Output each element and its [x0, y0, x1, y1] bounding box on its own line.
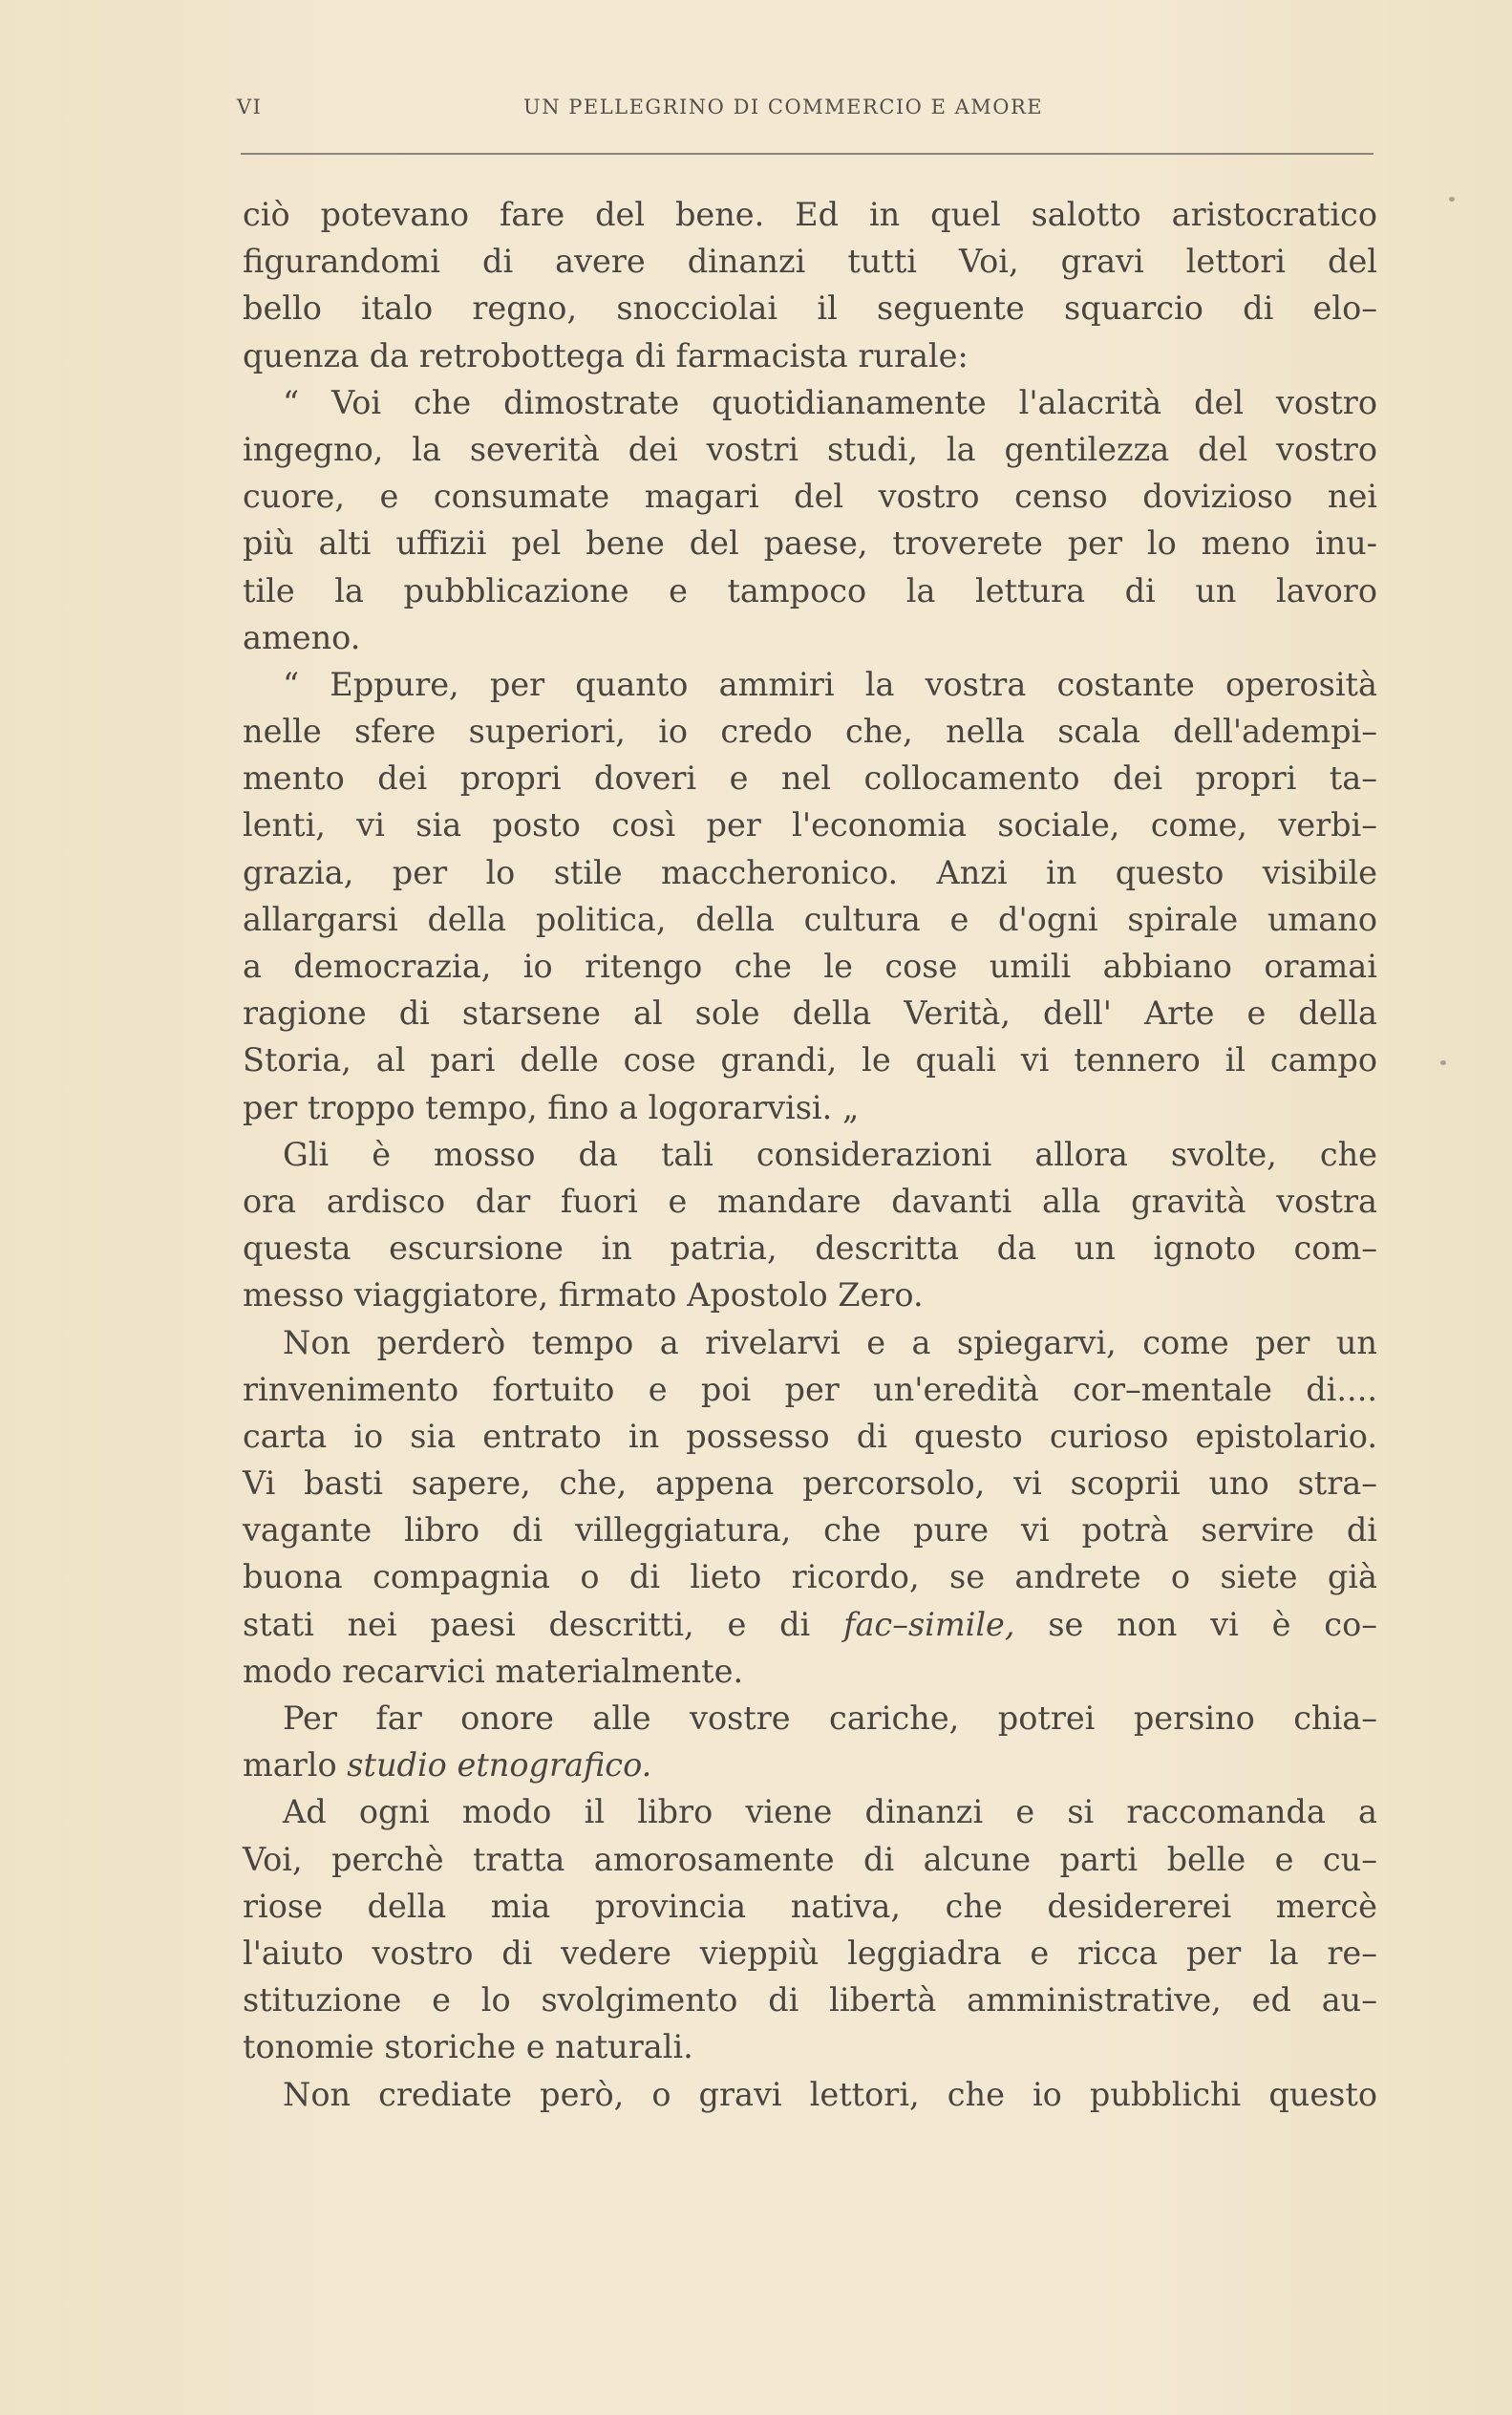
text-line: figurandomi di avere dinanzi tutti Voi, gravi lettori del	[243, 243, 1377, 281]
text-line: Voi, perchè tratta amorosamente di alcune parti belle e cu–	[243, 1840, 1377, 1878]
running-title: UN PELLEGRINO DI COMMERCIO E AMORE	[523, 96, 1044, 118]
text-line: ora ardisco dar fuori e mandare davanti alla gravità vostra	[243, 1182, 1377, 1220]
text-line: quenza da retrobottega di farmacista rurale:	[243, 336, 969, 374]
body-text	[243, 191, 1377, 2118]
text-line: Gli è mosso da tali considerazioni allora svolte, che	[283, 1135, 1377, 1173]
text-line: carta io sia entrato in possesso di questo curioso epistolario.	[243, 1417, 1377, 1455]
text-line: ameno.	[243, 618, 361, 656]
text-line: cuore, e consumate magari del vostro censo dovizioso nei	[243, 478, 1377, 516]
text-line: riose della mia provincia nativa, che desidererei mercè	[243, 1887, 1377, 1925]
text-line: Non perderò tempo a rivelarvi e a spiegarvi, come per un	[283, 1323, 1377, 1361]
text-line: marlo studio etnografico.	[243, 1746, 652, 1785]
text-line: grazia, per lo stile maccheronico. Anzi in questo visibile	[243, 853, 1377, 891]
text-line: ragione di starsene al sole della Verità, dell' Arte e della	[243, 994, 1377, 1033]
italic-term: studio etnografico.	[347, 1746, 652, 1785]
text-line: nelle sfere superiori, io credo che, nella scala dell'adempi–	[243, 713, 1377, 751]
text-line: stati nei paesi descritti, e di fac–simile, se non vi è co–	[243, 1605, 1377, 1643]
text-line: a democrazia, io ritengo che le cose umili abbiano oramai	[243, 948, 1377, 985]
paper-speck	[1449, 197, 1455, 202]
text-line: più alti uffizii pel bene del paese, troverete per lo meno inu-	[243, 524, 1377, 563]
text-line: tonomie storiche e naturali.	[243, 2028, 693, 2066]
text-line: “ Voi che dimostrate quotidianamente l'alacrità del vostro	[283, 383, 1377, 421]
text-line: Non crediate però, o gravi lettori, che io pubblichi questo	[283, 2075, 1377, 2113]
text-line: questa escursione in patria, descritta da un ignoto com–	[243, 1229, 1377, 1268]
text-line: ciò potevano fare del bene. Ed in quel salotto aristocratico	[243, 196, 1377, 233]
text-line: mento dei propri doveri e nel collocamento dei propri ta–	[243, 759, 1377, 798]
text-line: modo recarvici materialmente.	[243, 1652, 744, 1690]
page-header	[237, 96, 1374, 128]
text-line: buona compagnia o di lieto ricordo, se andrete o siete già	[243, 1558, 1377, 1596]
text-line: Vi basti sapere, che, appena percorsolo, vi scoprii uno stra–	[243, 1464, 1377, 1503]
text-line: “ Eppure, per quanto ammiri la vostra costante operosità	[283, 665, 1377, 703]
page-number: VI	[237, 96, 263, 118]
text-line: Storia, al pari delle cose grandi, le quali vi tennero il campo	[243, 1041, 1377, 1079]
text-line: rinvenimento fortuito e poi per un'eredità cor–mentale di....	[243, 1370, 1377, 1408]
text-line: lenti, vi sia posto così per l'economia sociale, come, verbi–	[243, 806, 1377, 844]
text-line: stituzione e lo svolgimento di libertà amministrative, ed au–	[243, 1981, 1377, 2020]
text-line: allargarsi della politica, della cultura e d'ogni spirale umano	[243, 900, 1377, 938]
paper-speck	[1440, 1060, 1446, 1065]
text-line: Ad ogni modo il libro viene dinanzi e si raccomanda a	[283, 1793, 1377, 1831]
text-line: Per far onore alle vostre cariche, potrei persino chia–	[283, 1699, 1377, 1737]
text-line: per troppo tempo, fino a logorarvisi. „	[243, 1088, 860, 1126]
text-line: vagante libro di villeggiatura, che pure vi potrà servire di	[243, 1511, 1377, 1549]
text-line: messo viaggiatore, firmato Apostolo Zero.	[243, 1276, 924, 1314]
text-line: bello italo regno, snocciolai il seguente squarcio di elo–	[243, 289, 1377, 328]
italic-term: fac–simile,	[843, 1605, 1015, 1643]
text-line: tile la pubblicazione e tampoco la lettura di un lavoro	[243, 571, 1377, 609]
text-line: ingegno, la severità dei vostri studi, la gentilezza del vostro	[243, 430, 1377, 468]
header-rule	[241, 153, 1374, 155]
text-line: l'aiuto vostro di vedere vieppiù leggiadra e ricca per la re–	[243, 1934, 1377, 1972]
